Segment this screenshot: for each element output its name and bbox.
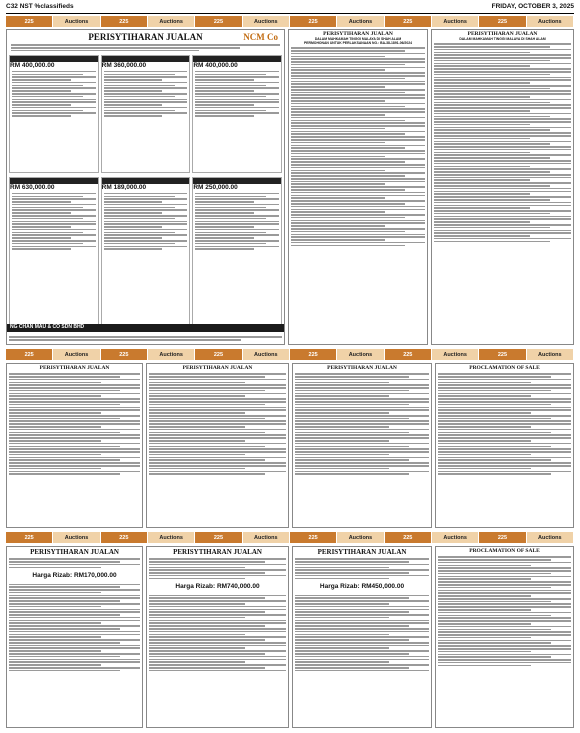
ad-bottom-3 [292,546,432,728]
ad-title: PERISYTIHARAN JUALAN [182,365,253,371]
page-date: FRIDAY, OCTOBER 3, 2025 [491,3,574,10]
ad-title: PERISYTIHARAN JUALAN [327,365,397,371]
band-num: 225 [290,16,337,27]
band-num: 225 [6,532,53,543]
ad-title: PERISYTIHARAN JUALAN [467,31,538,37]
band-num: 225 [101,16,148,27]
band-num: 225 [385,532,432,543]
page-section-label: C32 NST %classifieds [6,3,74,10]
price-3: RM 400,000.00 [193,61,238,69]
band-num: 225 [195,532,242,543]
ad-title: PROCLAMATION OF SALE [469,548,540,554]
band-num: 225 [195,16,242,27]
band-num: 225 [290,532,337,543]
ad-title: PERISYTIHARAN JUALAN [173,548,262,556]
ad-bottom-4 [435,546,574,728]
band-num: 225 [101,532,148,543]
auctions-band-low [6,532,574,543]
band-num: 225 [290,349,337,360]
band-num: 225 [385,349,432,360]
band-text: Auctions [527,532,574,543]
band-text: Auctions [337,349,384,360]
ad-court: DALAM MAHKAMAH TINGGI MALAYA DI SHAH ALAM [314,37,402,41]
ad-footer: NG CHAN MAU & CO SDN BHD [7,324,284,332]
band-text: Auctions [527,16,574,27]
band-num: 225 [195,349,242,360]
band-num: 225 [479,532,526,543]
ad-bottom-2 [146,546,289,728]
ad-top-mid [288,29,428,345]
ad-title: PERISYTIHARAN JUALAN [323,31,393,37]
ad-mid-2 [146,363,289,528]
ncm-logo: NCM Co [243,32,278,42]
ad-case: PERMOHONAN UNTUK PERLAKSANAAN NO.: BA-38-1891-06/2024 [304,41,412,45]
ad-mid-4 [435,363,574,528]
ad-court: DALAM MAHKAMAH TINGGI MALAYA DI SHAH ALAM [459,37,546,41]
band-text: Auctions [337,16,384,27]
ad-title: PROCLAMATION OF SALE [469,365,540,371]
reserve-price: Harga Rizab: RM740,000.00 [175,583,260,591]
band-num: 225 [385,16,432,27]
ad-title: PERISYTIHARAN JUALAN [39,365,110,371]
ad-top-right [431,29,574,345]
header-rule [6,13,574,14]
auctions-band-mid [6,349,574,360]
band-num: 225 [101,349,148,360]
price-1: RM 400,000.00 [10,61,55,69]
band-text: Auctions [337,532,384,543]
band-text: Auctions [148,16,195,27]
price-2: RM 360,000.00 [101,61,147,69]
band-text: Auctions [53,532,100,543]
reserve-price: Harga Rizab: RM170,000.00 [32,572,117,580]
band-text: Auctions [243,532,290,543]
ad-title: PERISYTIHARAN JUALAN [317,548,407,556]
page-header [6,3,574,13]
band-num: 225 [6,16,53,27]
band-text: Auctions [148,349,195,360]
price-6: RM 250,000.00 [193,183,238,191]
band-num: 225 [479,16,526,27]
ad-ncm-listing [6,29,285,345]
ad-mid-3 [292,363,432,528]
band-text: Auctions [432,16,479,27]
band-num: 225 [6,349,53,360]
band-text: Auctions [243,16,290,27]
band-text: Auctions [527,349,574,360]
band-text: Auctions [53,349,100,360]
ad-mid-1 [6,363,143,528]
ad-title: PERISYTIHARAN JUALAN [30,548,119,556]
price-4: RM 630,000.00 [10,183,55,191]
ad-bottom-1 [6,546,143,728]
band-text: Auctions [53,16,100,27]
band-text: Auctions [148,532,195,543]
band-num: 225 [479,349,526,360]
price-5: RM 189,000.00 [101,183,147,191]
reserve-price: Harga Rizab: RM450,000.00 [319,583,405,591]
band-text: Auctions [243,349,290,360]
ad-title: PERISYTIHARAN JUALAN [88,32,203,42]
auctions-band-top [6,16,574,27]
band-text: Auctions [432,349,479,360]
band-text: Auctions [432,532,479,543]
